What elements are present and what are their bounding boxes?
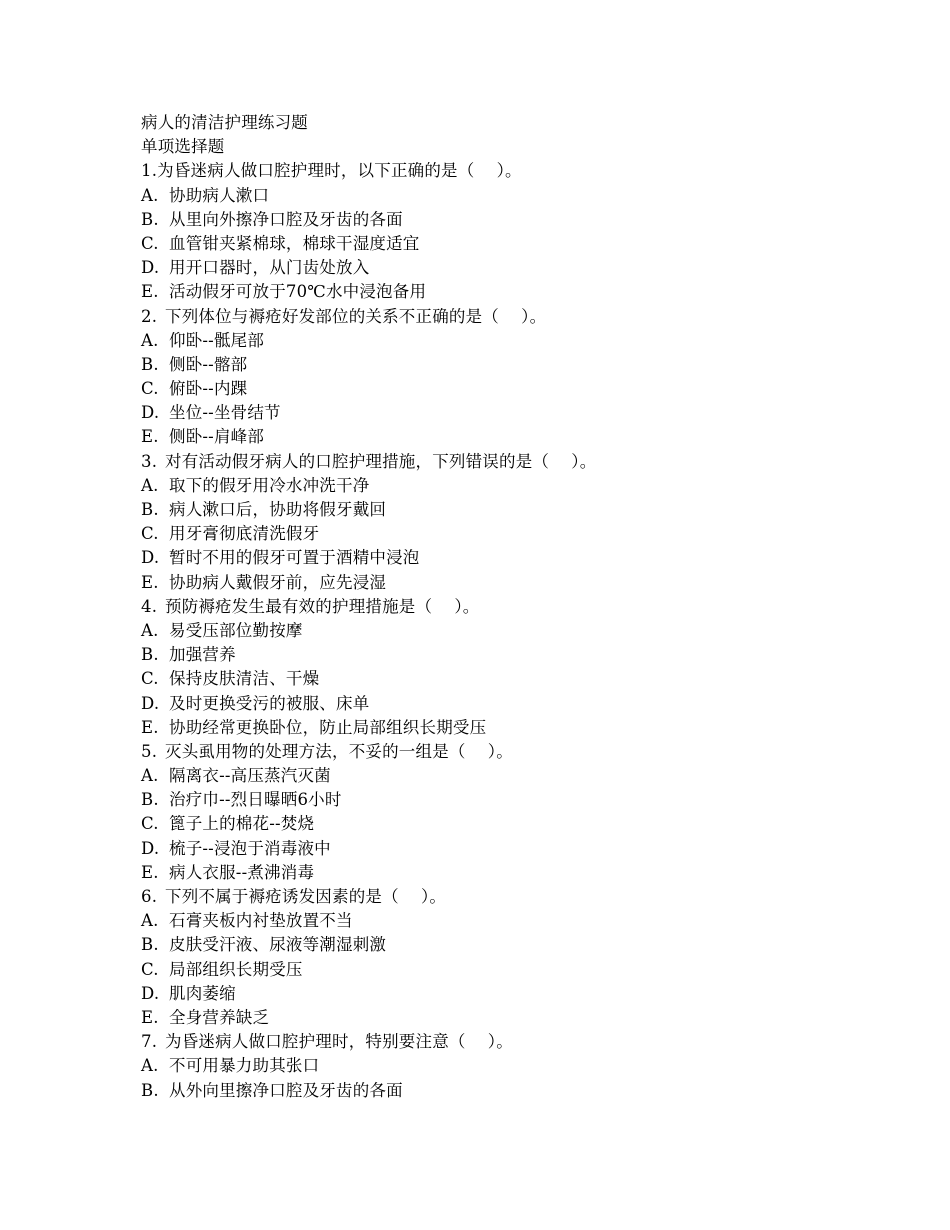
option-text: 用开口器时，从门齿处放入 [169, 258, 370, 278]
answer-option [141, 184, 901, 208]
option-letter: D. [141, 403, 160, 423]
option-text: 易受压部位勤按摩 [169, 620, 303, 640]
question-stem [141, 450, 901, 474]
question-stem [141, 595, 901, 619]
option-letter: B. [141, 1080, 159, 1100]
option-letter: B. [141, 645, 159, 665]
answer-option [141, 546, 901, 570]
option-letter: B. [141, 935, 159, 955]
question-stem [141, 305, 901, 329]
option-text: 病人衣服--煮沸消毒 [169, 862, 315, 882]
answer-option [141, 571, 901, 595]
question-text: 下列体位与褥疮好发部位的关系不正确的是（ ）。 [165, 306, 547, 326]
option-text: 坐位--坐骨结节 [169, 403, 281, 423]
question-number: 3. [141, 451, 158, 471]
answer-option [141, 933, 901, 957]
answer-option [141, 788, 901, 812]
answer-option [141, 522, 901, 546]
option-letter: B. [141, 209, 159, 229]
option-letter: E. [141, 862, 159, 882]
answer-option [141, 764, 901, 788]
option-letter: A. [141, 185, 159, 205]
option-text: 石膏夹板内衬垫放置不当 [169, 911, 353, 931]
answer-option [141, 280, 901, 304]
option-text: 侧卧--髂部 [169, 354, 248, 374]
option-letter: D. [141, 983, 160, 1003]
answer-option [141, 474, 901, 498]
option-text: 协助病人戴假牙前，应先浸湿 [169, 572, 387, 592]
answer-option [141, 982, 901, 1006]
option-text: 取下的假牙用冷水冲洗干净 [169, 475, 370, 495]
answer-option [141, 401, 901, 425]
option-text: 侧卧--肩峰部 [169, 427, 265, 447]
answer-option [141, 425, 901, 449]
question-text: 为昏迷病人做口腔护理时，特别要注意（ ）。 [165, 1032, 513, 1052]
option-text: 及时更换受污的被服、床单 [169, 693, 370, 713]
question-number: 7. [141, 1032, 158, 1052]
option-letter: A. [141, 1056, 159, 1076]
answer-option [141, 909, 901, 933]
answer-option [141, 692, 901, 716]
answer-option [141, 1079, 901, 1103]
option-letter: E. [141, 427, 159, 447]
answer-option [141, 377, 901, 401]
answer-option [141, 1006, 901, 1030]
option-text: 篦子上的棉花--焚烧 [169, 814, 315, 834]
answer-option [141, 208, 901, 232]
question-stem [141, 159, 901, 183]
option-letter: C. [141, 524, 159, 544]
option-text: 病人漱口后，协助将假牙戴回 [169, 500, 387, 519]
question-text: 预防褥疮发生最有效的护理措施是（ ）。 [165, 596, 480, 616]
answer-option [141, 619, 901, 643]
option-letter: C. [141, 379, 159, 399]
option-letter: E. [141, 572, 159, 592]
option-text: 活动假牙可放于70℃水中浸泡备用 [169, 282, 427, 302]
option-letter: D. [141, 548, 160, 568]
answer-option [141, 498, 901, 522]
answer-option [141, 861, 901, 885]
option-text: 从里向外擦净口腔及牙齿的各面 [169, 209, 403, 229]
option-letter: E. [141, 282, 159, 302]
question-stem [141, 885, 901, 909]
document-page [141, 111, 901, 1103]
answer-option [141, 232, 901, 256]
option-letter: C. [141, 669, 159, 689]
answer-option [141, 837, 901, 861]
option-letter: B. [141, 790, 159, 810]
answer-option [141, 329, 901, 353]
answer-option [141, 716, 901, 740]
option-text: 从外向里擦净口腔及牙齿的各面 [169, 1080, 403, 1100]
option-text: 仰卧--骶尾部 [169, 330, 265, 350]
question-text: 对有活动假牙病人的口腔护理措施，下列错误的是（ ）。 [165, 451, 597, 471]
option-letter: A. [141, 330, 159, 350]
answer-option [141, 256, 901, 280]
option-letter: B. [141, 500, 159, 519]
option-letter: E. [141, 1007, 159, 1027]
question-text: 灭头虱用物的处理方法，不妥的一组是（ ）。 [165, 741, 513, 761]
option-letter: A. [141, 766, 159, 786]
option-letter: D. [141, 693, 160, 713]
option-text: 用牙膏彻底清洗假牙 [169, 524, 320, 544]
option-letter: A. [141, 911, 159, 931]
option-text: 肌肉萎缩 [169, 983, 236, 1003]
option-letter: C. [141, 233, 159, 253]
question-number: 5. [141, 741, 158, 761]
question-list [141, 159, 901, 1102]
option-letter: B. [141, 354, 159, 374]
option-text: 俯卧--内踝 [169, 379, 248, 399]
answer-option [141, 1054, 901, 1078]
option-text: 皮肤受汗液、尿液等潮湿刺激 [169, 935, 387, 955]
option-letter: D. [141, 838, 160, 858]
option-text: 隔离衣--高压蒸汽灭菌 [169, 766, 331, 786]
option-letter: C. [141, 959, 159, 979]
option-letter: D. [141, 258, 160, 278]
option-text: 梳子--浸泡于消毒液中 [169, 838, 331, 858]
answer-option [141, 958, 901, 982]
document-title: 病人的清洁护理练习题 [141, 113, 308, 132]
question-number: 1. [141, 161, 158, 181]
option-text: 加强营养 [169, 645, 236, 665]
option-text: 局部组织长期受压 [169, 959, 303, 979]
option-letter: A. [141, 620, 159, 640]
option-text: 不可用暴力助其张口 [169, 1056, 320, 1076]
question-stem [141, 1030, 901, 1054]
option-text: 全身营养缺乏 [169, 1007, 270, 1027]
question-text: 为昏迷病人做口腔护理时，以下正确的是（ ）。 [157, 161, 522, 181]
question-number: 6. [141, 887, 158, 906]
option-letter: C. [141, 814, 159, 834]
option-letter: E. [141, 717, 159, 737]
answer-option [141, 812, 901, 836]
question-number: 2. [141, 306, 158, 326]
option-text: 治疗巾--烈日曝晒6小时 [169, 790, 342, 810]
answer-option [141, 667, 901, 691]
option-letter: A. [141, 475, 159, 495]
question-number: 4. [141, 596, 158, 616]
answer-option [141, 353, 901, 377]
option-text: 血管钳夹紧棉球，棉球干湿度适宜 [169, 233, 420, 253]
option-text: 暂时不用的假牙可置于酒精中浸泡 [169, 548, 420, 568]
option-text: 协助经常更换卧位，防止局部组织长期受压 [169, 717, 487, 737]
option-text: 保持皮肤清洁、干燥 [169, 669, 320, 689]
option-text: 协助病人漱口 [169, 185, 270, 205]
section-heading: 单项选择题 [141, 137, 225, 157]
answer-option [141, 643, 901, 667]
question-text: 下列不属于褥疮诱发因素的是（ ）。 [165, 887, 447, 906]
question-stem [141, 740, 901, 764]
